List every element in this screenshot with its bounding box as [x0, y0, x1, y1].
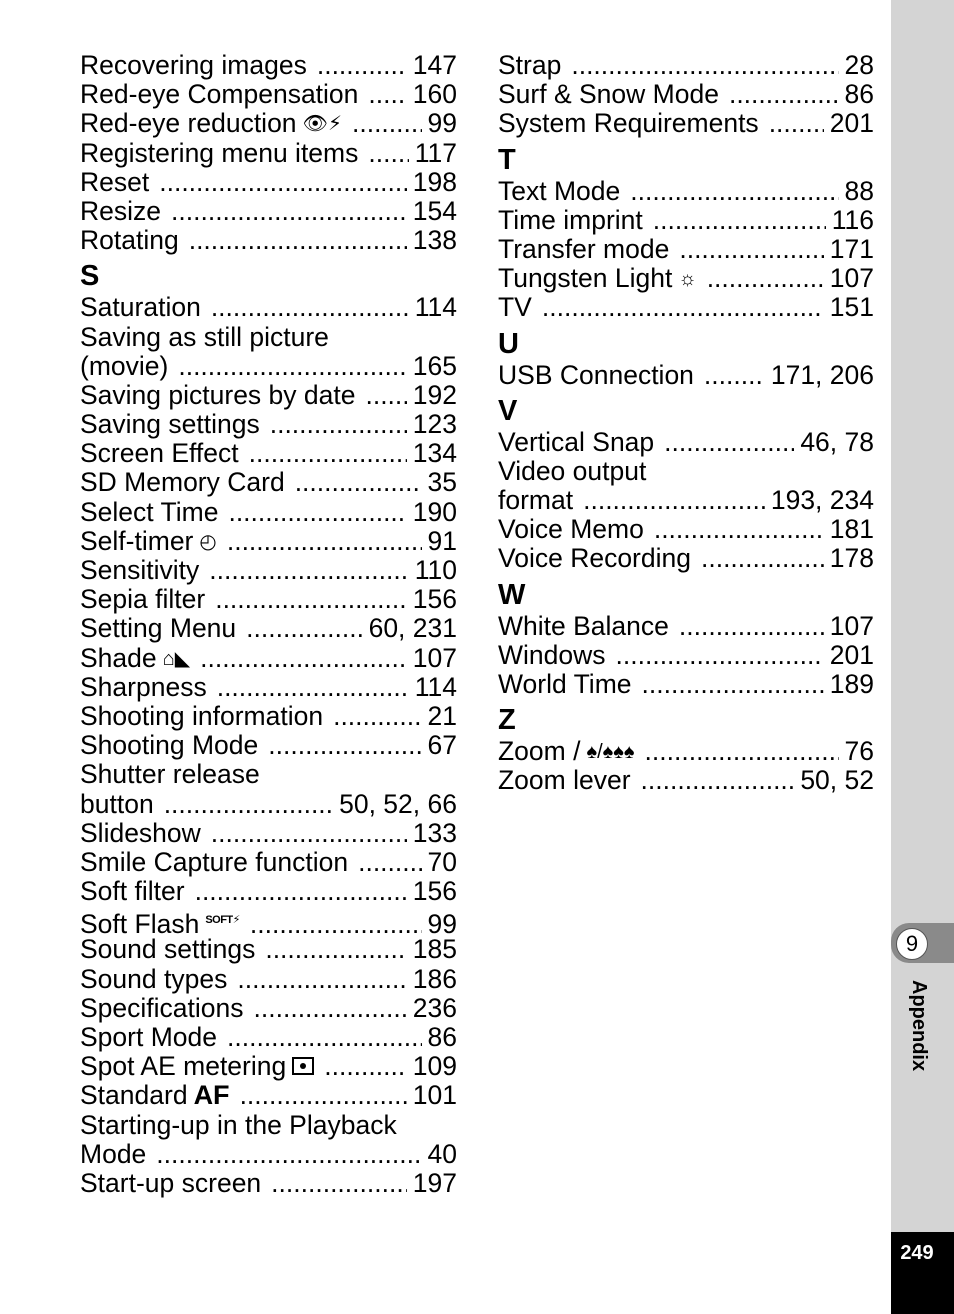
leader-dots — [679, 612, 824, 641]
leader-dots — [616, 641, 824, 670]
index-entry-page: 171 — [829, 233, 874, 264]
leader-dots — [189, 226, 407, 255]
index-entry — [80, 1081, 457, 1110]
index-entry-term: SD Memory Card — [80, 467, 285, 498]
index-entry-term: Reset — [80, 166, 150, 197]
leader-dots — [227, 527, 422, 556]
index-entry-page: 116 — [831, 204, 874, 235]
index-entry — [498, 235, 874, 264]
leader-dots — [211, 293, 409, 322]
leader-dots — [333, 702, 421, 731]
index-entry-term: Starting-up in the Playback — [80, 1109, 397, 1140]
leader-dots — [365, 381, 406, 410]
index-entry — [498, 206, 874, 235]
index-entry-page: 86 — [844, 79, 874, 110]
index-entry-page: 134 — [412, 438, 457, 469]
index-entry — [80, 226, 457, 255]
leader-dots — [211, 819, 407, 848]
index-entry-page: 107 — [829, 263, 874, 294]
index-entry-term: Select Time — [80, 496, 219, 527]
index-entry — [80, 323, 457, 381]
leader-dots — [195, 877, 407, 906]
index-entry — [80, 168, 457, 197]
index-entry-term: Voice Recording — [498, 543, 691, 574]
index-entry — [498, 109, 874, 138]
shade-icon: ⌂◣ — [162, 647, 191, 670]
index-entry-page: 181 — [829, 514, 874, 545]
index-entry-page: 151 — [829, 292, 874, 323]
index-entry-page: 192 — [412, 379, 457, 410]
leader-dots — [641, 766, 795, 795]
leader-dots — [228, 498, 406, 527]
index-column-right — [498, 51, 874, 796]
index-entry — [498, 612, 874, 641]
leader-dots — [769, 109, 824, 138]
index-entry — [80, 702, 457, 731]
leader-dots — [209, 556, 408, 585]
leader-dots — [645, 737, 839, 766]
page-number: 249 — [900, 1242, 934, 1264]
leader-dots — [654, 515, 824, 544]
leader-dots — [701, 544, 824, 573]
index-entry-term: Shutter release — [80, 759, 260, 790]
index-entry-page: 114 — [414, 292, 457, 323]
index-entry-term: format — [498, 485, 574, 516]
index-entry-term: USB Connection — [498, 359, 694, 390]
index-entry-term: Red-eye reduction 👁⚡ — [80, 108, 342, 139]
index-entry-term: Sensitivity — [80, 555, 200, 585]
index-entry-term: System Requirements — [498, 108, 759, 139]
index-entry-term: Sharpness — [80, 671, 207, 702]
index-entry — [498, 737, 874, 766]
index-entry — [80, 906, 457, 940]
leader-dots — [664, 428, 794, 457]
index-entry-page: 193, 234 — [770, 485, 874, 516]
index-entry — [80, 556, 457, 585]
index-entry-term: Shooting Mode — [80, 730, 259, 761]
index-entry-page: 99 — [427, 108, 457, 139]
index-entry-term: Mode — [80, 1138, 147, 1169]
index-entry — [80, 1169, 457, 1198]
index-entry-page: 109 — [412, 1051, 457, 1082]
leader-dots — [324, 1052, 407, 1081]
index-entry-page: 50, 52, 66 — [339, 788, 457, 819]
index-entry-term: Windows — [498, 639, 606, 670]
index-entry-page: 156 — [412, 584, 457, 615]
leader-dots — [679, 235, 823, 264]
leader-dots — [271, 1169, 407, 1198]
index-entry-page: 138 — [412, 225, 457, 256]
index-entry-page: 154 — [412, 195, 457, 226]
index-entry — [498, 544, 874, 573]
index-entry — [80, 1052, 457, 1081]
index-entry-term: Soft Flash SOFT⚡ — [80, 906, 240, 939]
index-entry — [80, 439, 457, 468]
index-entry — [80, 1023, 457, 1052]
index-entry-term: Voice Memo — [498, 514, 644, 545]
section-letter-z: Z — [498, 704, 516, 737]
index-entry-page: 114 — [414, 671, 457, 702]
chapter-number: 9 — [896, 928, 928, 960]
index-entry-page: 70 — [427, 846, 457, 877]
self-timer-icon: ◴ — [199, 530, 217, 553]
leader-dots — [200, 644, 407, 673]
index-entry — [80, 293, 457, 322]
index-entry-term: Sport Mode — [80, 1022, 217, 1052]
index-entry — [498, 766, 874, 795]
index-entry-page: 88 — [844, 175, 874, 206]
index-entry-term: Vertical Snap — [498, 426, 655, 457]
index-entry-term: Red-eye Compensation — [80, 79, 359, 110]
index-entry-term: Resize — [80, 195, 162, 226]
index-entry — [498, 80, 874, 109]
index-entry-page: 117 — [414, 137, 457, 168]
leader-dots — [171, 197, 407, 226]
leader-dots — [583, 486, 765, 515]
leader-dots — [254, 994, 407, 1023]
index-entry-term: Start-up screen — [80, 1167, 262, 1198]
index-entry-term: Shade ⌂◣ — [80, 642, 191, 673]
leader-dots — [237, 965, 406, 994]
index-entry-page: 99 — [427, 909, 457, 940]
index-entry-term: Specifications — [80, 992, 244, 1023]
index-entry — [498, 264, 874, 293]
index-entry-page: 185 — [412, 934, 457, 965]
index-entry — [80, 644, 457, 673]
section-letter-u: U — [498, 327, 519, 360]
index-entry — [80, 673, 457, 702]
leader-dots — [217, 673, 409, 702]
leader-dots — [707, 264, 824, 293]
chapter-label: Appendix — [908, 980, 930, 1072]
section-letter-s: S — [80, 260, 100, 293]
index-entry-page: 110 — [414, 555, 457, 585]
leader-dots — [164, 790, 333, 819]
leader-dots — [542, 293, 824, 322]
leader-dots — [156, 1140, 421, 1169]
index-entry-term: Saving as still picture — [80, 321, 329, 352]
leader-dots — [159, 168, 407, 197]
index-entry-page: 60, 231 — [368, 613, 457, 644]
index-entry-term: Video output — [498, 455, 647, 486]
index-entry — [498, 641, 874, 670]
leader-dots — [270, 410, 407, 439]
index-entry-term: Smile Capture function — [80, 846, 349, 877]
index-entry — [80, 51, 457, 80]
leader-dots — [265, 935, 406, 964]
index-entry — [80, 819, 457, 848]
index-entry — [498, 515, 874, 544]
index-entry — [80, 965, 457, 994]
leader-dots — [249, 439, 407, 468]
index-entry-page: 46, 78 — [800, 426, 874, 457]
index-entry-term: Self-timer ◴ — [80, 525, 217, 556]
index-entry-term: Registering menu items — [80, 137, 359, 168]
spot-metering-icon — [292, 1057, 314, 1075]
index-entry-page: 201 — [829, 639, 874, 670]
leader-dots — [630, 177, 838, 206]
leader-dots — [352, 109, 422, 138]
index-entry-term: Zoom lever — [498, 765, 631, 796]
index-entry — [80, 139, 457, 168]
index-entry-term: TV — [498, 292, 532, 323]
index-entry-term: Rotating — [80, 225, 179, 256]
leader-dots — [642, 670, 824, 699]
index-entry-term: Saving settings — [80, 409, 260, 440]
leader-dots — [368, 139, 408, 168]
leader-dots — [227, 1023, 422, 1052]
index-entry — [80, 381, 457, 410]
index-entry-page: 107 — [412, 642, 457, 673]
index-entry — [80, 527, 457, 556]
index-entry — [80, 935, 457, 964]
index-entry-term: Tungsten Light ☼ — [498, 263, 697, 294]
leader-dots — [295, 468, 422, 497]
soft-flash-icon: SOFT⚡ — [205, 914, 240, 927]
index-entry-page: 133 — [412, 817, 457, 848]
index-entry — [80, 848, 457, 877]
index-entry-term: Time imprint — [498, 204, 643, 235]
leader-dots — [178, 352, 406, 381]
index-entry — [80, 614, 457, 643]
leader-dots — [358, 848, 421, 877]
index-entry-page: 197 — [412, 1167, 457, 1198]
index-entry-term: Spot AE metering — [80, 1052, 314, 1081]
leader-dots — [268, 731, 421, 760]
index-entry — [80, 760, 457, 818]
leader-dots — [704, 361, 765, 390]
index-entry-page: 198 — [412, 166, 457, 197]
index-entry-page: 123 — [412, 409, 457, 440]
index-entry-page: 50, 52 — [800, 765, 874, 796]
index-entry-term: Screen Effect — [80, 438, 239, 469]
index-entry-term: Recovering images — [80, 50, 307, 80]
index-entry-page: 40 — [427, 1138, 457, 1169]
index-entry-term: Sepia filter — [80, 584, 206, 615]
index-entry-term: Standard AF — [80, 1080, 230, 1111]
index-entry-page: 91 — [427, 525, 457, 556]
index-entry-page: 21 — [427, 700, 457, 731]
index-entry-term: Soft filter — [80, 876, 185, 907]
index-entry-page: 201 — [829, 108, 874, 139]
index-entry-term: Saturation — [80, 292, 201, 323]
leader-dots — [368, 80, 406, 109]
index-entry-term: Slideshow — [80, 817, 201, 848]
chapter-side-strip — [891, 0, 954, 1314]
index-entry — [80, 410, 457, 439]
index-entry-term: Surf & Snow Mode — [498, 79, 719, 110]
red-eye-flash-icons: 👁⚡ — [302, 113, 342, 136]
index-entry — [80, 80, 457, 109]
index-entry-page: 147 — [412, 50, 457, 80]
leader-dots — [571, 51, 838, 80]
index-entry-term: Sound settings — [80, 934, 256, 965]
index-entry-term: Transfer mode — [498, 233, 670, 264]
index-entry-term: White Balance — [498, 610, 669, 641]
index-entry-page: 156 — [412, 876, 457, 907]
index-entry-page: 190 — [412, 496, 457, 527]
index-entry-term: Zoom / ♠/♠♠♠ — [498, 736, 635, 767]
index-entry — [498, 670, 874, 699]
index-entry-page: 171, 206 — [770, 359, 874, 390]
leader-dots — [246, 614, 362, 643]
index-entry-page: 76 — [844, 736, 874, 767]
index-entry-term: Text Mode — [498, 175, 621, 206]
index-entry-page: 28 — [844, 50, 874, 80]
index-entry-page: 189 — [829, 669, 874, 699]
index-entry — [80, 585, 457, 614]
index-entry-term: Strap — [498, 50, 562, 80]
index-entry — [498, 293, 874, 322]
index-entry — [80, 877, 457, 906]
index-entry-term: (movie) — [80, 350, 169, 381]
index-entry — [80, 994, 457, 1023]
index-entry-term: Shooting information — [80, 700, 324, 731]
leader-dots — [317, 51, 407, 80]
index-column-left — [80, 51, 457, 1198]
index-entry — [80, 1111, 457, 1169]
section-letter-t: T — [498, 143, 516, 176]
index-entry — [498, 177, 874, 206]
index-entry-term: Setting Menu — [80, 613, 237, 644]
index-entry-page: 86 — [427, 1022, 457, 1052]
leader-dots — [215, 585, 407, 614]
index-entry-term: button — [80, 788, 154, 819]
zoom-wide-tele-icons: ♠/♠♠♠ — [586, 741, 635, 764]
index-entry-page: 178 — [829, 543, 874, 574]
index-entry-page: 35 — [427, 467, 457, 498]
index-entry — [80, 109, 457, 138]
index-entry — [80, 197, 457, 226]
index-entry — [80, 468, 457, 497]
index-entry-page: 160 — [412, 79, 457, 110]
section-letter-v: V — [498, 394, 518, 427]
index-entry-page: 165 — [412, 350, 457, 381]
index-entry-term: Saving pictures by date — [80, 379, 356, 410]
index-entry — [498, 361, 874, 390]
leader-dots — [240, 1081, 407, 1110]
index-entry-term: World Time — [498, 669, 632, 699]
index-entry-page: 186 — [412, 963, 457, 994]
index-entry — [80, 498, 457, 527]
tungsten-light-icon: ☼ — [678, 268, 697, 291]
index-entry-page: 67 — [427, 730, 457, 761]
index-entry-term: Sound types — [80, 963, 228, 994]
af-icon: AF — [193, 1080, 230, 1111]
leader-dots — [653, 206, 826, 235]
index-entry-page: 107 — [829, 610, 874, 641]
index-entry — [498, 428, 874, 457]
index-entry — [80, 731, 457, 760]
section-letter-w: W — [498, 578, 526, 611]
index-entry-page: 101 — [412, 1080, 457, 1111]
index-entry-page: 236 — [412, 992, 457, 1023]
index-entry — [498, 457, 874, 515]
index-entry — [498, 51, 874, 80]
leader-dots — [729, 80, 839, 109]
